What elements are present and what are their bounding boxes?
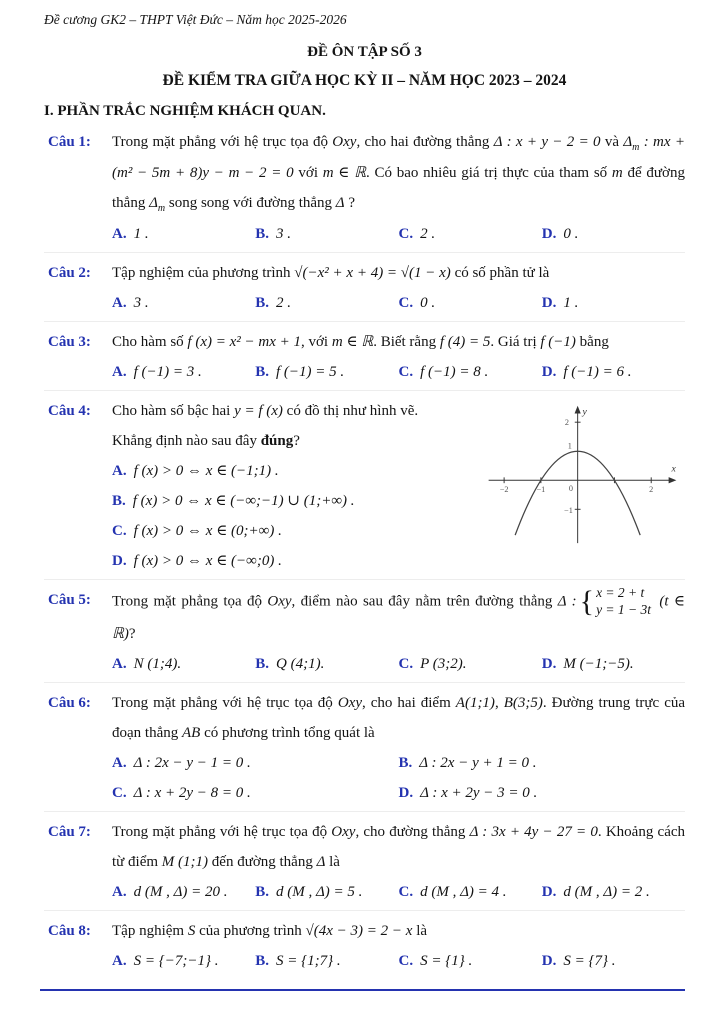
- question-body: [112, 396, 685, 576]
- option: [399, 219, 542, 249]
- option-text: d (M , Δ) = 2 .: [563, 883, 650, 900]
- option-letter: B.: [255, 364, 270, 380]
- y-axis-label: y: [582, 406, 587, 418]
- option-letter: D.: [541, 655, 557, 672]
- option: [112, 649, 255, 679]
- question-body: [112, 817, 685, 907]
- option-letter: D.: [541, 295, 557, 311]
- option-text: 1 .: [563, 295, 579, 311]
- option-letter: D.: [541, 364, 557, 380]
- option-letter: C.: [398, 952, 414, 969]
- option-text: f (−1) = 5 .: [276, 364, 345, 380]
- text-segment: ?: [293, 433, 300, 449]
- option-text: d (M , Δ) = 5 .: [276, 883, 363, 900]
- tick-label-xm2: −2: [499, 484, 509, 494]
- text-segment: là: [325, 853, 340, 870]
- document-header: Đề cương GK2 – THPT Việt Đức – Năm học 2025-2026: [44, 12, 347, 27]
- text-segment: có đồ thị như hình vẽ.: [282, 403, 419, 419]
- option: [255, 288, 398, 318]
- footer-rule: [40, 989, 685, 991]
- option: [399, 649, 542, 679]
- text-segment: : mx + (m² − 5m + 8)y − m − 2 = 0: [112, 134, 685, 181]
- tick-label-x0: 0: [568, 483, 573, 493]
- option-text: Δ : x + 2y − 3 = 0 .: [420, 784, 538, 801]
- question-body: [112, 327, 685, 387]
- text-segment: m ∈ ℝ: [331, 334, 374, 350]
- text-segment: f (x) = x² − mx + 1: [187, 334, 301, 350]
- text-segment: (t ∈ ℝ): [112, 593, 685, 642]
- question-list: [44, 122, 685, 979]
- question: [44, 390, 685, 579]
- question: [44, 122, 685, 252]
- option: [542, 946, 685, 976]
- option: [542, 649, 685, 679]
- option-letter: B.: [255, 295, 270, 311]
- text-segment: , điểm nào sau đây nằm trên đường thẳng: [291, 593, 558, 610]
- text-segment: có phương trình tổng quát là: [200, 724, 375, 741]
- text-segment: Cho hàm số: [112, 334, 188, 350]
- question: [44, 579, 685, 682]
- option-letter: A.: [112, 364, 127, 380]
- option-letter: D.: [541, 226, 557, 242]
- option: [112, 288, 255, 318]
- option-text: Δ : x + 2y − 8 = 0 .: [133, 784, 251, 801]
- question-body: [112, 258, 685, 318]
- option-letter: A.: [112, 952, 127, 969]
- option-text: f (−1) = 6 .: [563, 364, 632, 380]
- text-segment: Tập nghiệm của phương trình: [112, 265, 295, 281]
- option-letter: B.: [255, 655, 270, 672]
- text-segment: Δ: [149, 195, 158, 211]
- text-segment: m ∈ ℝ: [322, 165, 367, 181]
- option-text: d (M , Δ) = 20 .: [133, 883, 228, 900]
- option-letter: B.: [255, 226, 270, 242]
- question-body: [112, 127, 685, 249]
- text-segment: Tập nghiệm: [112, 922, 188, 939]
- system-rows: [596, 585, 651, 619]
- option-letter: A.: [112, 883, 127, 900]
- option: [399, 288, 542, 318]
- text-segment: bằng: [575, 334, 609, 350]
- text-segment: , cho đường thẳng: [355, 823, 470, 840]
- text-segment: Oxy: [332, 134, 357, 150]
- question-text: [112, 817, 685, 877]
- question: [44, 811, 685, 910]
- text-segment: . Giá trị: [490, 334, 541, 350]
- question-number: Câu 4:: [48, 403, 91, 419]
- text-segment: song song với đường thẳng: [165, 195, 336, 211]
- option-letter: C.: [398, 655, 414, 672]
- question-number: Câu 5:: [48, 592, 91, 608]
- option-text: d (M , Δ) = 4 .: [420, 883, 507, 900]
- text-segment: Oxy: [331, 823, 356, 840]
- option-letter: C.: [112, 784, 127, 801]
- question-body: [112, 585, 685, 679]
- text-segment: Δ: [623, 134, 633, 150]
- exam-title: ĐỀ ÔN TẬP SỐ 3: [307, 44, 422, 60]
- option-letter: A.: [112, 754, 127, 771]
- option-text: M (−1;−5).: [563, 655, 634, 672]
- option: [112, 778, 399, 808]
- option-text: 3 .: [133, 295, 149, 311]
- text-segment: , cho hai điểm: [361, 694, 456, 711]
- option-letter: A.: [112, 655, 127, 672]
- option-letter: C.: [112, 523, 127, 539]
- option: [255, 946, 398, 976]
- text-segment: m: [157, 203, 166, 214]
- text-segment: với: [293, 165, 323, 181]
- option-letter: B.: [255, 883, 270, 900]
- option: [399, 778, 686, 808]
- text-segment: của phương trình: [195, 922, 306, 939]
- left-brace: {: [579, 584, 595, 618]
- text-segment: y = f (x): [234, 403, 283, 419]
- question: [44, 252, 685, 321]
- option-letter: D.: [541, 952, 557, 969]
- text-segment: . Biết rằng: [373, 334, 440, 350]
- question-body: [112, 688, 685, 808]
- option-text: P (3;2).: [420, 655, 467, 672]
- text-segment: S: [187, 922, 196, 939]
- option-letter: D.: [398, 784, 414, 801]
- options: [112, 288, 685, 318]
- section-heading: I. PHẦN TRẮC NGHIỆM KHÁCH QUAN.: [44, 103, 326, 119]
- option-letter: A.: [112, 295, 127, 311]
- option: [542, 877, 685, 907]
- parabola-graph: [480, 398, 685, 548]
- x-axis-label: x: [671, 463, 676, 475]
- system-equation: x = 2 + t: [596, 585, 645, 600]
- option: [542, 219, 685, 249]
- text-segment: đúng: [260, 433, 294, 449]
- text-segment: AB: [181, 724, 201, 741]
- option: [255, 357, 398, 387]
- text-segment: Δ : 3x + 4y − 27 = 0: [469, 823, 598, 840]
- exam-subtitle: ĐỀ KIỂM TRA GIỮA HỌC KỲ II – NĂM HỌC 2023 – 2024: [162, 72, 567, 89]
- text-segment: f (−1): [540, 334, 576, 350]
- option: [112, 546, 685, 576]
- tick-label-y1: 1: [567, 441, 572, 451]
- tick-label-x2: 2: [649, 484, 654, 494]
- x-axis-arrow-icon: [669, 477, 677, 483]
- option: [399, 357, 542, 387]
- option-text: Q (4;1).: [276, 655, 325, 672]
- question-number: Câu 2:: [48, 265, 91, 281]
- option-text: 3 .: [276, 226, 292, 242]
- option-letter: A.: [112, 463, 127, 479]
- parabola-figure: [480, 398, 685, 548]
- option-text: f (−1) = 8 .: [420, 364, 489, 380]
- options: [112, 219, 685, 249]
- option-text: S = {1;7} .: [276, 952, 341, 969]
- option: [255, 219, 398, 249]
- option-letter: B.: [255, 952, 270, 969]
- option: [112, 357, 255, 387]
- text-segment: đến đường thẳng: [208, 853, 317, 870]
- option-text: S = {1} .: [420, 952, 473, 969]
- text-segment: Trong mặt phẳng tọa độ: [112, 593, 268, 610]
- option-text: S = {7} .: [563, 952, 616, 969]
- option: [542, 288, 685, 318]
- options: [112, 649, 685, 679]
- text-segment: f (4) = 5: [439, 334, 491, 350]
- option: [112, 748, 399, 778]
- y-axis-arrow-icon: [575, 406, 581, 414]
- option-text: 2 .: [420, 226, 436, 242]
- question-number: Câu 1:: [48, 134, 91, 150]
- text-segment: ,: [494, 694, 504, 711]
- text-segment: . Khoảng cách từ điểm: [112, 823, 686, 870]
- question-text: [112, 916, 685, 946]
- option-letter: B.: [398, 754, 413, 771]
- option-text: 0 .: [563, 226, 579, 242]
- option-text: 1 .: [133, 226, 149, 242]
- text-segment: Oxy: [337, 694, 362, 711]
- option-text: f (x) > 0 ⇔ x ∈ (−∞;−1) ∪ (1;+∞) .: [132, 493, 355, 509]
- text-segment: có số phần tử là: [450, 265, 550, 281]
- text-segment: Δ: [335, 195, 345, 211]
- option-text: N (1;4).: [133, 655, 182, 672]
- text-segment: √(4x − 3) = 2 − x: [305, 922, 413, 939]
- option-letter: D.: [112, 553, 127, 569]
- option-text: S = {−7;−1} .: [133, 952, 219, 969]
- option-text: 2 .: [276, 295, 292, 311]
- text-segment: M (1;1): [161, 853, 209, 870]
- text-segment: Cho hàm số bậc hai: [112, 403, 235, 419]
- option-text: f (x) > 0 ⇔ x ∈ (0;+∞) .: [133, 523, 282, 539]
- option-text: f (x) > 0 ⇔ x ∈ (−1;1) .: [133, 463, 279, 479]
- question: [44, 321, 685, 390]
- text-segment: B(3;5): [503, 694, 543, 711]
- text-segment: Khẳng định nào sau đây: [112, 433, 261, 449]
- option-letter: D.: [541, 883, 557, 900]
- question-body: [112, 916, 685, 976]
- question: [44, 682, 685, 811]
- question-number: Câu 7:: [48, 823, 91, 840]
- text-segment: Trong mặt phẳng với hệ trục tọa độ: [112, 823, 332, 840]
- option-letter: B.: [112, 493, 126, 509]
- tick-label-y2: 2: [564, 418, 569, 428]
- option-letter: C.: [398, 364, 414, 380]
- text-segment: , cho hai đường thẳng: [356, 134, 494, 150]
- equation-system: [580, 585, 651, 619]
- question: [44, 910, 685, 979]
- option: [112, 946, 255, 976]
- question-text: [112, 258, 685, 288]
- text-segment: ?: [128, 625, 136, 642]
- text-segment: m: [611, 165, 623, 181]
- option-text: f (−1) = 3 .: [133, 364, 202, 380]
- text-segment: . Có bao nhiêu giá trị thực của tham số: [366, 165, 612, 181]
- text-segment: , với: [301, 334, 332, 350]
- option-text: Δ : 2x − y − 1 = 0 .: [133, 754, 251, 771]
- text-segment: ?: [344, 195, 356, 211]
- option: [399, 877, 542, 907]
- options: [112, 357, 685, 387]
- question-text: [112, 327, 685, 357]
- option-letter: C.: [398, 883, 414, 900]
- text-segment: A(1;1): [455, 694, 495, 711]
- text-segment: là: [412, 922, 428, 939]
- text-segment: Δ :: [557, 593, 577, 610]
- option-letter: C.: [398, 226, 414, 242]
- question-text: [112, 585, 685, 649]
- tick-label-ym1: −1: [564, 506, 573, 516]
- option-letter: C.: [398, 295, 414, 311]
- text-segment: Trong mặt phẳng với hệ trục tọa độ: [112, 134, 333, 150]
- text-segment: Δ : x + y − 2 = 0: [493, 134, 601, 150]
- option: [112, 219, 255, 249]
- question-number: Câu 6:: [48, 694, 91, 711]
- option: [399, 748, 686, 778]
- option-text: 0 .: [420, 295, 436, 311]
- option-text: Δ : 2x − y + 1 = 0 .: [419, 754, 537, 771]
- options: [112, 877, 685, 907]
- text-segment: √(−x² + x + 4) = √(1 − x): [294, 265, 451, 281]
- option-letter: A.: [112, 226, 127, 242]
- system-equation: y = 1 − 3t: [596, 601, 652, 617]
- question-text: [112, 127, 685, 219]
- question-number: Câu 3:: [48, 334, 91, 350]
- text-segment: m: [632, 142, 640, 153]
- text-segment: . Đường trung trực của đoạn thẳng: [112, 694, 686, 741]
- question-number: Câu 8:: [48, 922, 91, 939]
- tick-label-xm1: −1: [536, 484, 546, 494]
- question-text: [112, 688, 685, 748]
- option-text: f (x) > 0 ⇔ x ∈ (−∞;0) .: [133, 553, 282, 569]
- options: [112, 748, 685, 808]
- text-segment: để đường thẳng: [112, 165, 685, 211]
- text-segment: Oxy: [267, 593, 292, 610]
- option: [255, 877, 398, 907]
- option: [255, 649, 398, 679]
- text-segment: và: [600, 134, 624, 150]
- option: [399, 946, 542, 976]
- option: [542, 357, 685, 387]
- option: [112, 877, 255, 907]
- text-segment: Trong mặt phẳng với hệ trục tọa độ: [112, 694, 338, 711]
- options: [112, 946, 685, 976]
- text-segment: Δ: [316, 853, 326, 870]
